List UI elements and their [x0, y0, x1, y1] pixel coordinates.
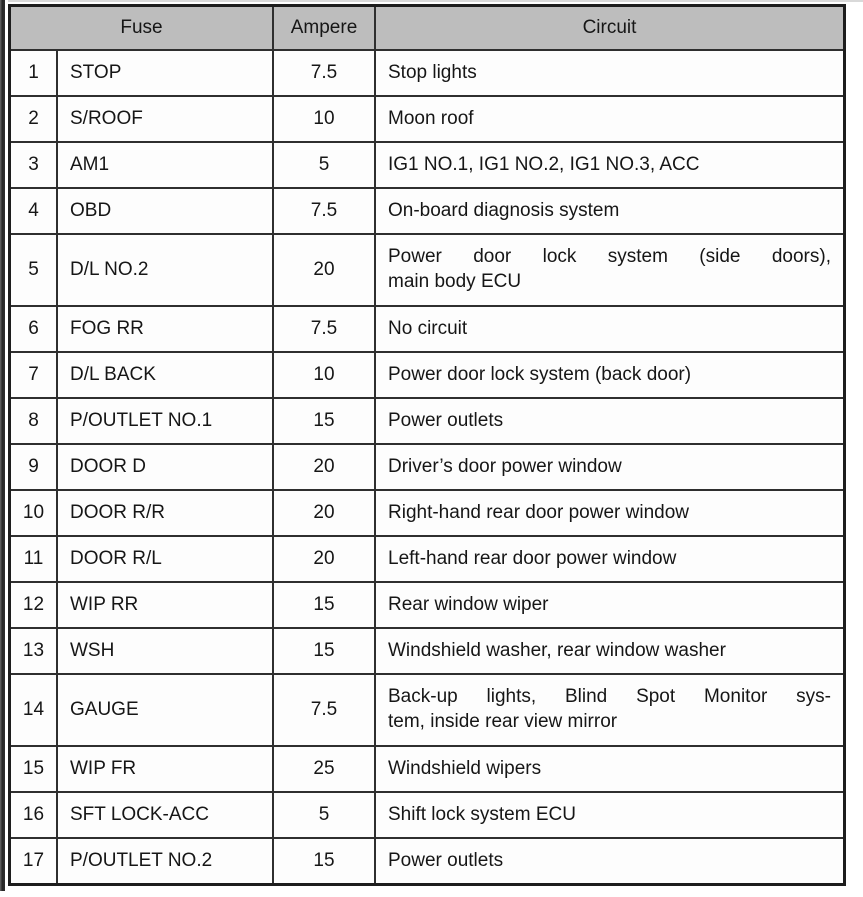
header-fuse: Fuse	[11, 7, 274, 49]
circuit-cell: Power door lock system (back door)	[388, 363, 692, 385]
fuse-row	[11, 839, 843, 883]
circuit-cell: IG1 NO.1, IG1 NO.2, IG1 NO.3, ACC	[388, 153, 700, 175]
ampere-cell: 5	[274, 793, 376, 837]
fuse-row	[11, 583, 843, 629]
circuit-cell: Shift lock system ECU	[388, 803, 576, 825]
fuse-row	[11, 537, 843, 583]
fuse-row	[11, 353, 843, 399]
ampere-cell: 7.5	[274, 51, 376, 95]
header-circuit: Circuit	[376, 7, 843, 49]
circuit-cell: No circuit	[388, 317, 468, 339]
circuit-cell	[376, 675, 843, 745]
row-number-cell: 2	[11, 97, 58, 141]
row-number-cell: 10	[11, 491, 58, 535]
ampere-cell: 20	[274, 235, 376, 305]
fuse-name-cell: STOP	[58, 51, 274, 95]
circuit-text-line: Power door lock system (side doors),	[388, 246, 831, 268]
fuse-row	[11, 189, 843, 235]
fuse-name-cell: SFT LOCK-ACC	[58, 793, 274, 837]
fuse-row	[11, 675, 843, 747]
fuse-name-cell: DOOR R/R	[58, 491, 274, 535]
fuse-name-cell: DOOR R/L	[58, 537, 274, 581]
circuit-cell: Right-hand rear door power window	[388, 501, 689, 523]
fuse-name-cell: WIP FR	[58, 747, 274, 791]
circuit-cell: Left-hand rear door power window	[388, 547, 677, 569]
ampere-cell: 7.5	[274, 675, 376, 745]
ampere-cell: 15	[274, 399, 376, 443]
row-number-cell: 5	[11, 235, 58, 305]
fuse-name-cell: WSH	[58, 629, 274, 673]
row-number-cell: 16	[11, 793, 58, 837]
row-number-cell: 7	[11, 353, 58, 397]
ampere-cell: 20	[274, 537, 376, 581]
row-number-cell: 9	[11, 445, 58, 489]
fuse-row	[11, 235, 843, 307]
row-number-cell: 14	[11, 675, 58, 745]
fuse-name-cell: GAUGE	[58, 675, 274, 745]
table-body	[11, 51, 843, 883]
fuse-row	[11, 399, 843, 445]
fuse-name-cell: D/L BACK	[58, 353, 274, 397]
fuse-name-cell: OBD	[58, 189, 274, 233]
fuse-row	[11, 629, 843, 675]
fuse-name-cell: D/L NO.2	[58, 235, 274, 305]
fuse-name-cell: WIP RR	[58, 583, 274, 627]
circuit-cell: Power outlets	[388, 849, 504, 871]
ampere-cell: 20	[274, 445, 376, 489]
page-edge-strip	[0, 0, 5, 891]
fuse-row	[11, 143, 843, 189]
header-ampere: Ampere	[274, 7, 376, 49]
row-number-cell: 3	[11, 143, 58, 187]
row-number-cell: 8	[11, 399, 58, 443]
circuit-cell: Windshield washer, rear window washer	[388, 639, 726, 661]
ampere-cell: 15	[274, 629, 376, 673]
fuse-name-cell: P/OUTLET NO.2	[58, 839, 274, 883]
ampere-cell: 7.5	[274, 307, 376, 351]
circuit-cell: Power outlets	[388, 409, 504, 431]
ampere-cell: 15	[274, 583, 376, 627]
fuse-row	[11, 97, 843, 143]
circuit-cell: Stop lights	[388, 61, 477, 83]
fuse-table	[8, 4, 846, 886]
circuit-text-line: main body ECU	[388, 271, 522, 292]
row-number-cell: 6	[11, 307, 58, 351]
row-number-cell: 1	[11, 51, 58, 95]
row-number-cell: 11	[11, 537, 58, 581]
circuit-cell: Driver’s door power window	[388, 455, 622, 477]
fuse-name-cell: P/OUTLET NO.1	[58, 399, 274, 443]
table-header-row	[11, 7, 843, 51]
circuit-cell	[376, 235, 843, 305]
ampere-cell: 20	[274, 491, 376, 535]
row-number-cell: 17	[11, 839, 58, 883]
fuse-row	[11, 307, 843, 353]
ampere-cell: 15	[274, 839, 376, 883]
fuse-row	[11, 747, 843, 793]
circuit-text-line: tem, inside rear view mirror	[388, 711, 618, 732]
circuit-cell: Windshield wipers	[388, 757, 542, 779]
fuse-name-cell: S/ROOF	[58, 97, 274, 141]
fuse-row	[11, 793, 843, 839]
circuit-cell: On-board diagnosis system	[388, 199, 620, 221]
fuse-row	[11, 445, 843, 491]
fuse-name-cell: AM1	[58, 143, 274, 187]
fuse-name-cell: DOOR D	[58, 445, 274, 489]
page-top-edge	[8, 0, 863, 2]
row-number-cell: 13	[11, 629, 58, 673]
ampere-cell: 5	[274, 143, 376, 187]
ampere-cell: 10	[274, 353, 376, 397]
ampere-cell: 10	[274, 97, 376, 141]
ampere-cell: 7.5	[274, 189, 376, 233]
row-number-cell: 4	[11, 189, 58, 233]
row-number-cell: 15	[11, 747, 58, 791]
fuse-row	[11, 491, 843, 537]
row-number-cell: 12	[11, 583, 58, 627]
circuit-cell: Rear window wiper	[388, 593, 549, 615]
fuse-name-cell: FOG RR	[58, 307, 274, 351]
circuit-cell: Moon roof	[388, 107, 474, 129]
circuit-text-line: Back-up lights, Blind Spot Monitor sys-	[388, 686, 831, 708]
fuse-row	[11, 51, 843, 97]
ampere-cell: 25	[274, 747, 376, 791]
